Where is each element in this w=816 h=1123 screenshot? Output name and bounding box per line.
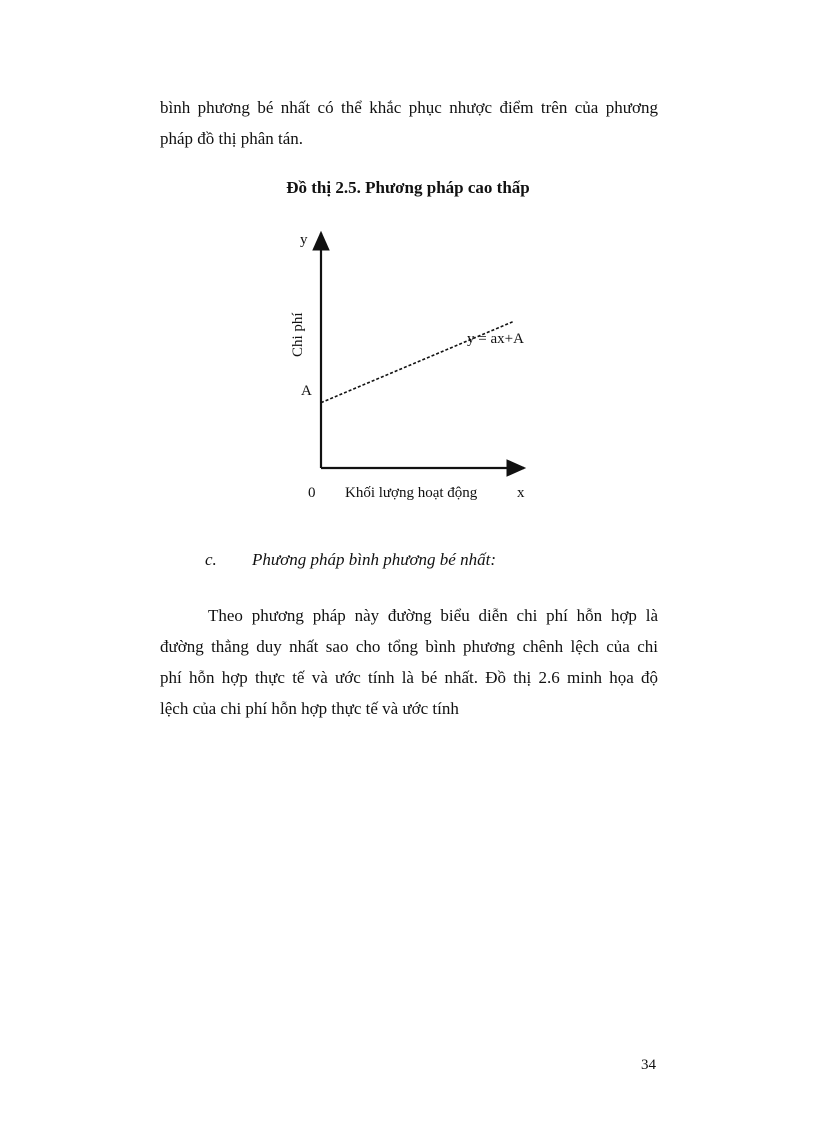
section-label: c. [205,550,217,569]
paragraph-continuation [160,92,658,154]
origin-label: 0 [308,485,316,501]
equation-label: y = ax+A [467,331,524,347]
section-title: Phương pháp bình phương bé nhất: [252,550,496,569]
y-axis-title: Chi phí [290,312,306,357]
chart-canvas [270,225,550,515]
paragraph-line: bình phương bé nhất có thể khắc phục nhược điểm trên của phương [160,98,658,117]
chart-figure [270,225,550,515]
paragraph-body [160,600,658,724]
page-number: 34 [641,1057,656,1073]
paragraph-line: phí hỗn hợp thực tế và ước tính là bé nhất. Đồ thị 2.6 minh họa độ [160,668,658,687]
x-axis-title: Khối lượng hoạt động [345,485,478,501]
y-axis-symbol: y [300,232,308,248]
paragraph-line: lệch của chi phí hỗn hợp thực tế và ước tính [160,699,459,718]
paragraph-line: pháp đồ thị phân tán. [160,129,304,148]
section-heading [205,550,496,570]
x-axis-symbol: x [517,485,525,501]
figure-title: Đồ thị 2.5. Phương pháp cao thấp [286,178,530,197]
paragraph-line: đường thẳng duy nhất sao cho tổng bình phương chênh lệch của chi [160,637,658,656]
paragraph-line: Theo phương pháp này đường biểu diễn chi phí hỗn hợp là [208,606,658,625]
intercept-label: A [301,383,312,399]
